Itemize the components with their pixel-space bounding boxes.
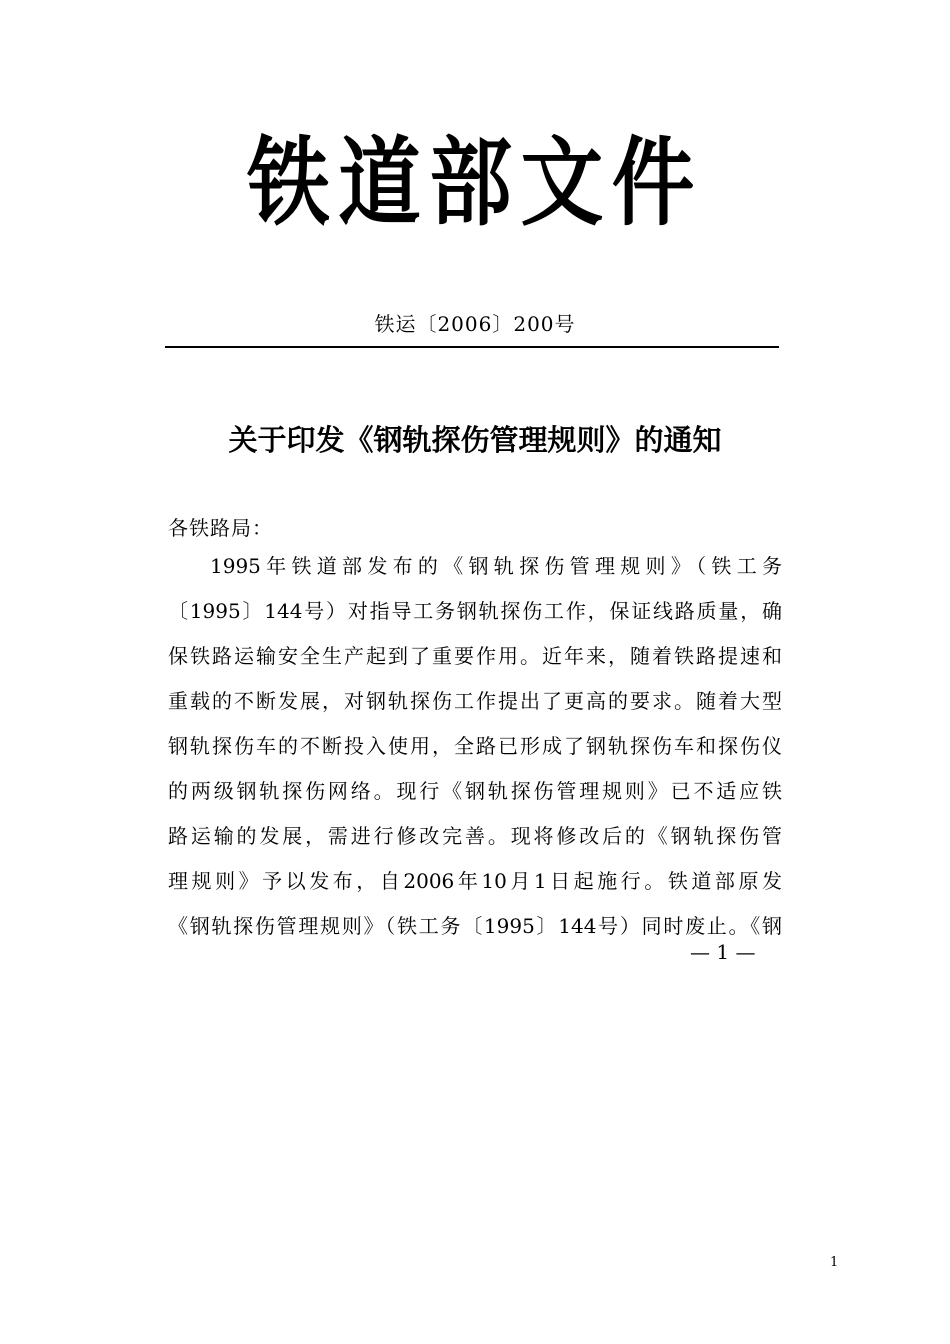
document-header-title: 铁道部文件	[247, 127, 703, 239]
salutation: 各铁路局：	[168, 516, 273, 540]
body-line: 的两级钢轨探伤网络。现行《钢轨探伤管理规则》已不适应铁	[168, 779, 782, 803]
body-line: 保铁路运输安全生产起到了重要作用。近年来，随着铁路提速和	[168, 644, 782, 668]
page-index: 1	[830, 1255, 839, 1270]
header-divider	[165, 346, 779, 348]
body-line: 《钢轨探伤管理规则》（铁工务〔1995〕144号）同时废止。《钢	[168, 914, 782, 938]
notice-title: 关于印发《钢轨探伤管理规则》的通知	[228, 423, 722, 457]
body-line: 路运输的发展，需进行修改完善。现将修改后的《钢轨探伤管	[168, 824, 782, 848]
body-text	[168, 544, 782, 949]
body-line: 〔1995〕144号）对指导工务钢轨探伤工作，保证线路质量，确	[168, 599, 782, 623]
body-line: 钢轨探伤车的不断投入使用，全路已形成了钢轨探伤车和探伤仪	[168, 734, 782, 758]
footer-page-number: — 1 —	[690, 940, 756, 964]
body-line: 理规则》予以发布，自2006年10月1日起施行。铁道部原发	[168, 869, 782, 893]
document-number: 铁运〔2006〕200号	[374, 312, 576, 336]
body-line: 1995年铁道部发布的《钢轨探伤管理规则》（铁工务	[210, 554, 782, 578]
body-line: 重载的不断发展，对钢轨探伤工作提出了更高的要求。随着大型	[168, 689, 782, 713]
